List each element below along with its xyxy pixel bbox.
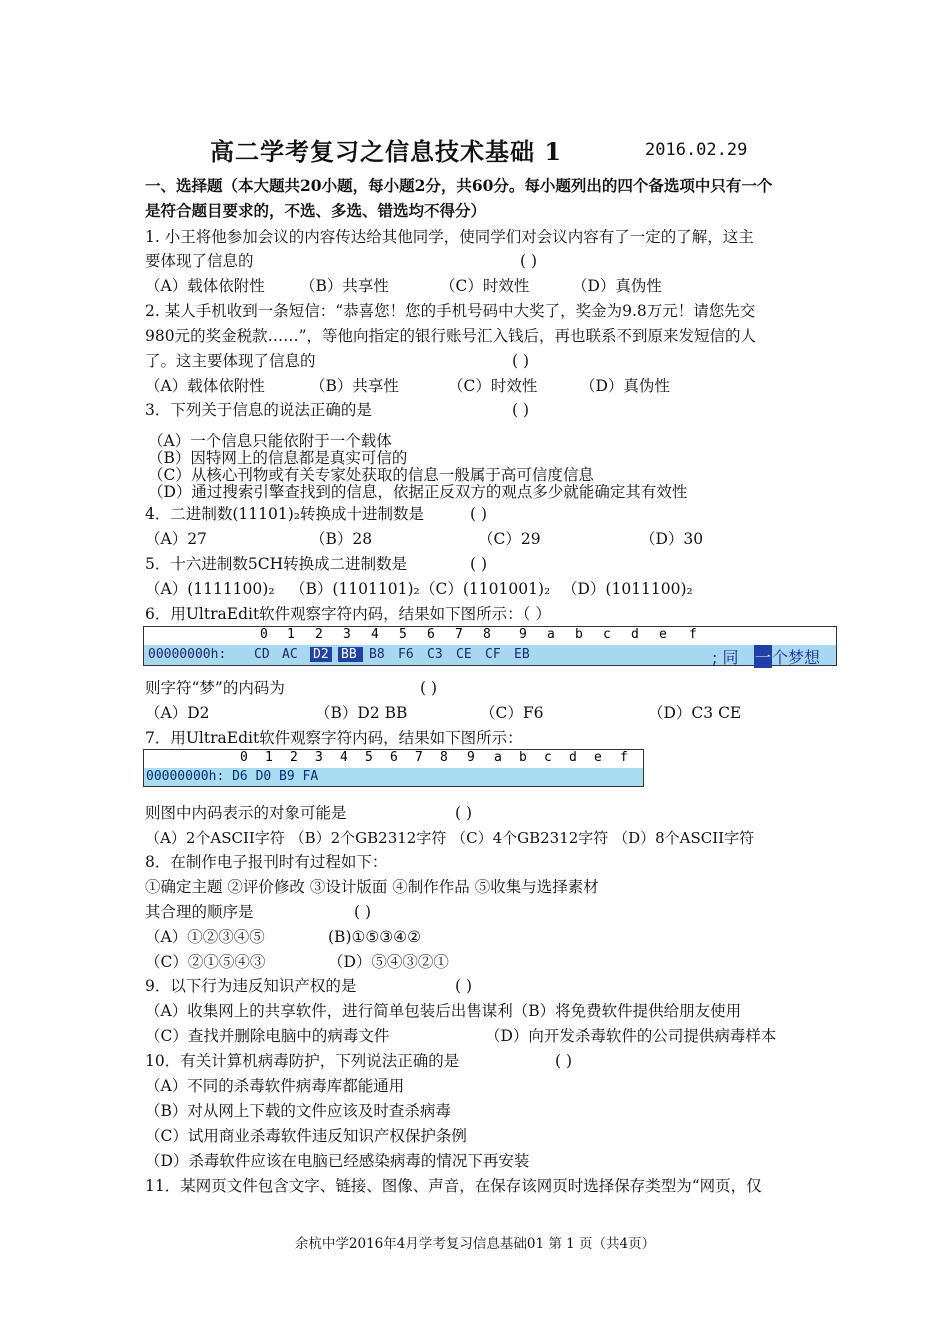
option-d: （D）(1011100)₂ bbox=[562, 580, 693, 598]
hex-byte: F6 bbox=[398, 647, 414, 662]
option-c: （C）②①⑤④③ bbox=[145, 953, 266, 971]
option-d: （D）C3 CE bbox=[648, 704, 742, 722]
option-b: （B）D2 BB bbox=[315, 704, 408, 722]
hex-byte: CD bbox=[254, 647, 270, 662]
hex-byte-selected: D2 bbox=[310, 647, 332, 662]
hex-col: 8 bbox=[440, 750, 448, 765]
answer-blank: ( ) bbox=[555, 1052, 573, 1070]
question-6-cont: 则字符“梦”的内码为 bbox=[145, 679, 285, 697]
question-2-cont: 980元的奖金税款……”，等他向指定的银行账号汇入钱后，再也联系不到原来发短信的人 bbox=[145, 327, 757, 345]
hex-col: f bbox=[620, 750, 628, 765]
hex-header bbox=[144, 627, 836, 645]
option-b: （B）(1101101)₂ bbox=[290, 580, 420, 598]
option-d: （D）向开发杀毒软件的公司提供病毒样本 bbox=[485, 1027, 777, 1045]
question-3: 3．下列关于信息的说法正确的是 bbox=[145, 401, 372, 419]
option-d: （D）真伪性 bbox=[572, 277, 662, 295]
hex-byte: CE bbox=[456, 647, 472, 662]
hex-header bbox=[144, 750, 643, 768]
hex-row-text: 00000000h: D6 D0 B9 FA bbox=[146, 769, 319, 784]
hex-col: 0 bbox=[240, 750, 248, 765]
question-8-steps: ①确定主题 ②评价修改 ③设计版面 ④制作作品 ⑤收集与选择素材 bbox=[145, 878, 599, 896]
hex-byte: B8 bbox=[369, 647, 385, 662]
hex-col: 5 bbox=[399, 627, 407, 642]
option-c: （C）从核心刊物或有关专家处获取的信息一般属于高可信度信息 bbox=[148, 466, 594, 484]
hex-col: 0 bbox=[260, 627, 268, 642]
option-d: （D）真伪性 bbox=[580, 377, 670, 395]
hex-col: c bbox=[603, 627, 611, 642]
hex-col: 4 bbox=[340, 750, 348, 765]
question-11: 11．某网页文件包含文字、链接、图像、声音，在保存该网页时选择保存类型为“网页，仅 bbox=[145, 1177, 762, 1195]
options-line: （A）2个ASCII字符 （B）2个GB2312字符 （C）4个GB2312字符 （D）8个ASCII字符 bbox=[145, 829, 755, 847]
hex-byte: CF bbox=[485, 647, 501, 662]
hex-col: c bbox=[544, 750, 552, 765]
hex-col: 2 bbox=[315, 627, 323, 642]
option-a: （A）载体依附性 bbox=[145, 277, 265, 295]
hex-col: 7 bbox=[415, 750, 423, 765]
option-a: （A）一个信息只能依附于一个载体 bbox=[148, 432, 392, 450]
hex-col: e bbox=[594, 750, 602, 765]
option-d: （D）通过搜索引擎查找到的信息，依据正反双方的观点多少就能确定其有效性 bbox=[148, 483, 688, 501]
section-heading-cont: 是符合题目要求的，不选、多选、错选均不得分） bbox=[145, 201, 487, 220]
question-9: 9．以下行为违反知识产权的是 bbox=[145, 977, 357, 995]
option-a: （A）27 bbox=[145, 530, 207, 548]
answer-blank: ( ) bbox=[470, 555, 488, 573]
section-heading: 一、选择题（本大题共20小题，每小题2分，共60分。每小题列出的四个备选项中只有一个 bbox=[145, 176, 773, 195]
answer-blank: ( ) bbox=[455, 804, 473, 822]
answer-blank: ( ) bbox=[520, 252, 538, 270]
option-a: （A）D2 bbox=[145, 704, 210, 722]
option-c: （C）查找并删除电脑中的病毒文件 bbox=[145, 1027, 390, 1045]
question-8: 8．在制作电子报刊时有过程如下： bbox=[145, 853, 388, 871]
option-b: （B）共享性 bbox=[300, 277, 389, 295]
option-b: （B）28 bbox=[310, 530, 373, 548]
question-1: 1. 小王将他参加会议的内容传达给其他同学，使同学们对会议内容有了一定的了解，这主 bbox=[145, 228, 754, 246]
question-1-cont: 要体现了信息的 bbox=[145, 252, 254, 270]
hex-col: f bbox=[689, 627, 697, 642]
options-line: （A）收集网上的共享软件，进行简单包装后出售谋利（B）将免费软件提供给朋友使用 bbox=[145, 1002, 742, 1020]
option-a: （A）不同的杀毒软件病毒库都能通用 bbox=[145, 1077, 405, 1095]
option-d: （D）30 bbox=[640, 530, 704, 548]
hex-row bbox=[144, 768, 643, 786]
hex-col: 4 bbox=[371, 627, 379, 642]
question-7: 7．用UltraEdit软件观察字符内码，结果如下图所示： bbox=[145, 729, 523, 747]
hex-col: 6 bbox=[390, 750, 398, 765]
answer-blank: ( ) bbox=[354, 903, 372, 921]
hex-byte: AC bbox=[282, 647, 298, 662]
hex-col: 9 bbox=[519, 627, 527, 642]
answer-blank: ( ) bbox=[470, 505, 488, 523]
hex-col: 9 bbox=[467, 750, 475, 765]
hex-col: d bbox=[569, 750, 577, 765]
question-2: 2. 某人手机收到一条短信：“恭喜您！您的手机号码中大奖了，奖金为9.8万元！请您先交 bbox=[145, 302, 756, 320]
option-a: （A）(1111100)₂ bbox=[145, 580, 275, 598]
option-c: （C）试用商业杀毒软件违反知识产权保护条例 bbox=[145, 1127, 467, 1145]
hex-viewer-2 bbox=[143, 749, 644, 787]
hex-col: 3 bbox=[315, 750, 323, 765]
hex-col: 5 bbox=[365, 750, 373, 765]
option-d: （D）杀毒软件应该在电脑已经感染病毒的情况下再安装 bbox=[145, 1152, 530, 1170]
hex-byte: C3 bbox=[427, 647, 443, 662]
hex-col: 6 bbox=[427, 627, 435, 642]
question-5: 5．十六进制数5CH转换成二进制数是 bbox=[145, 555, 408, 573]
question-2-cont: 了。这主要体现了信息的 bbox=[145, 352, 316, 370]
hex-col: 1 bbox=[287, 627, 295, 642]
hex-text: 个梦想 bbox=[772, 648, 821, 667]
hex-col: 2 bbox=[290, 750, 298, 765]
answer-blank: ( ) bbox=[420, 679, 438, 697]
question-8-cont: 其合理的顺序是 bbox=[145, 903, 254, 921]
hex-col: 1 bbox=[265, 750, 273, 765]
hex-col: b bbox=[575, 627, 583, 642]
hex-col: 7 bbox=[455, 627, 463, 642]
option-c: （C）29 bbox=[478, 530, 541, 548]
hex-row bbox=[144, 645, 836, 665]
hex-address: 00000000h: bbox=[148, 647, 227, 662]
page-date: 2016.02.29 bbox=[645, 140, 748, 160]
hex-viewer-1 bbox=[143, 626, 837, 666]
option-c: （C）时效性 bbox=[448, 377, 538, 395]
page-title: 高二学考复习之信息技术基础 1 bbox=[210, 137, 563, 166]
option-c: （C）(1101001)₂ bbox=[420, 580, 551, 598]
question-6: 6．用UltraEdit软件观察字符内码，结果如下图所示：（ ） bbox=[145, 605, 551, 623]
hex-col: e bbox=[659, 627, 667, 642]
answer-blank: ( ) bbox=[455, 977, 473, 995]
option-b: （B）共享性 bbox=[310, 377, 399, 395]
option-a: （A）载体依附性 bbox=[145, 377, 265, 395]
option-b: （B）对从网上下载的文件应该及时查杀病毒 bbox=[145, 1102, 451, 1120]
hex-col: a bbox=[547, 627, 555, 642]
option-a: （A）①②③④⑤ bbox=[145, 928, 265, 946]
option-c: （C）时效性 bbox=[440, 277, 530, 295]
option-b: (B)①⑤③④② bbox=[328, 928, 421, 946]
hex-text-selected: 一 bbox=[754, 645, 772, 668]
option-d: （D）⑤④③②① bbox=[328, 953, 449, 971]
question-10: 10．有关计算机病毒防护，下列说法正确的是 bbox=[145, 1052, 460, 1070]
hex-col: 8 bbox=[483, 627, 491, 642]
question-4: 4．二进制数(11101)₂转换成十进制数是 bbox=[145, 505, 424, 523]
hex-col: a bbox=[494, 750, 502, 765]
hex-col: b bbox=[519, 750, 527, 765]
hex-byte: EB bbox=[514, 647, 530, 662]
option-c: （C）F6 bbox=[480, 704, 544, 722]
answer-blank: ( ) bbox=[512, 352, 530, 370]
hex-byte-selected: BB bbox=[338, 647, 363, 662]
hex-text: ; 同 bbox=[712, 648, 739, 667]
question-7-cont: 则图中内码表示的对象可能是 bbox=[145, 804, 347, 822]
page-footer: 余杭中学2016年4月学考复习信息基础01 第 1 页（共4页） bbox=[294, 1236, 656, 1252]
hex-col: 3 bbox=[343, 627, 351, 642]
option-b: （B）因特网上的信息都是真实可信的 bbox=[148, 449, 408, 467]
answer-blank: ( ) bbox=[512, 401, 530, 419]
hex-col: d bbox=[631, 627, 639, 642]
